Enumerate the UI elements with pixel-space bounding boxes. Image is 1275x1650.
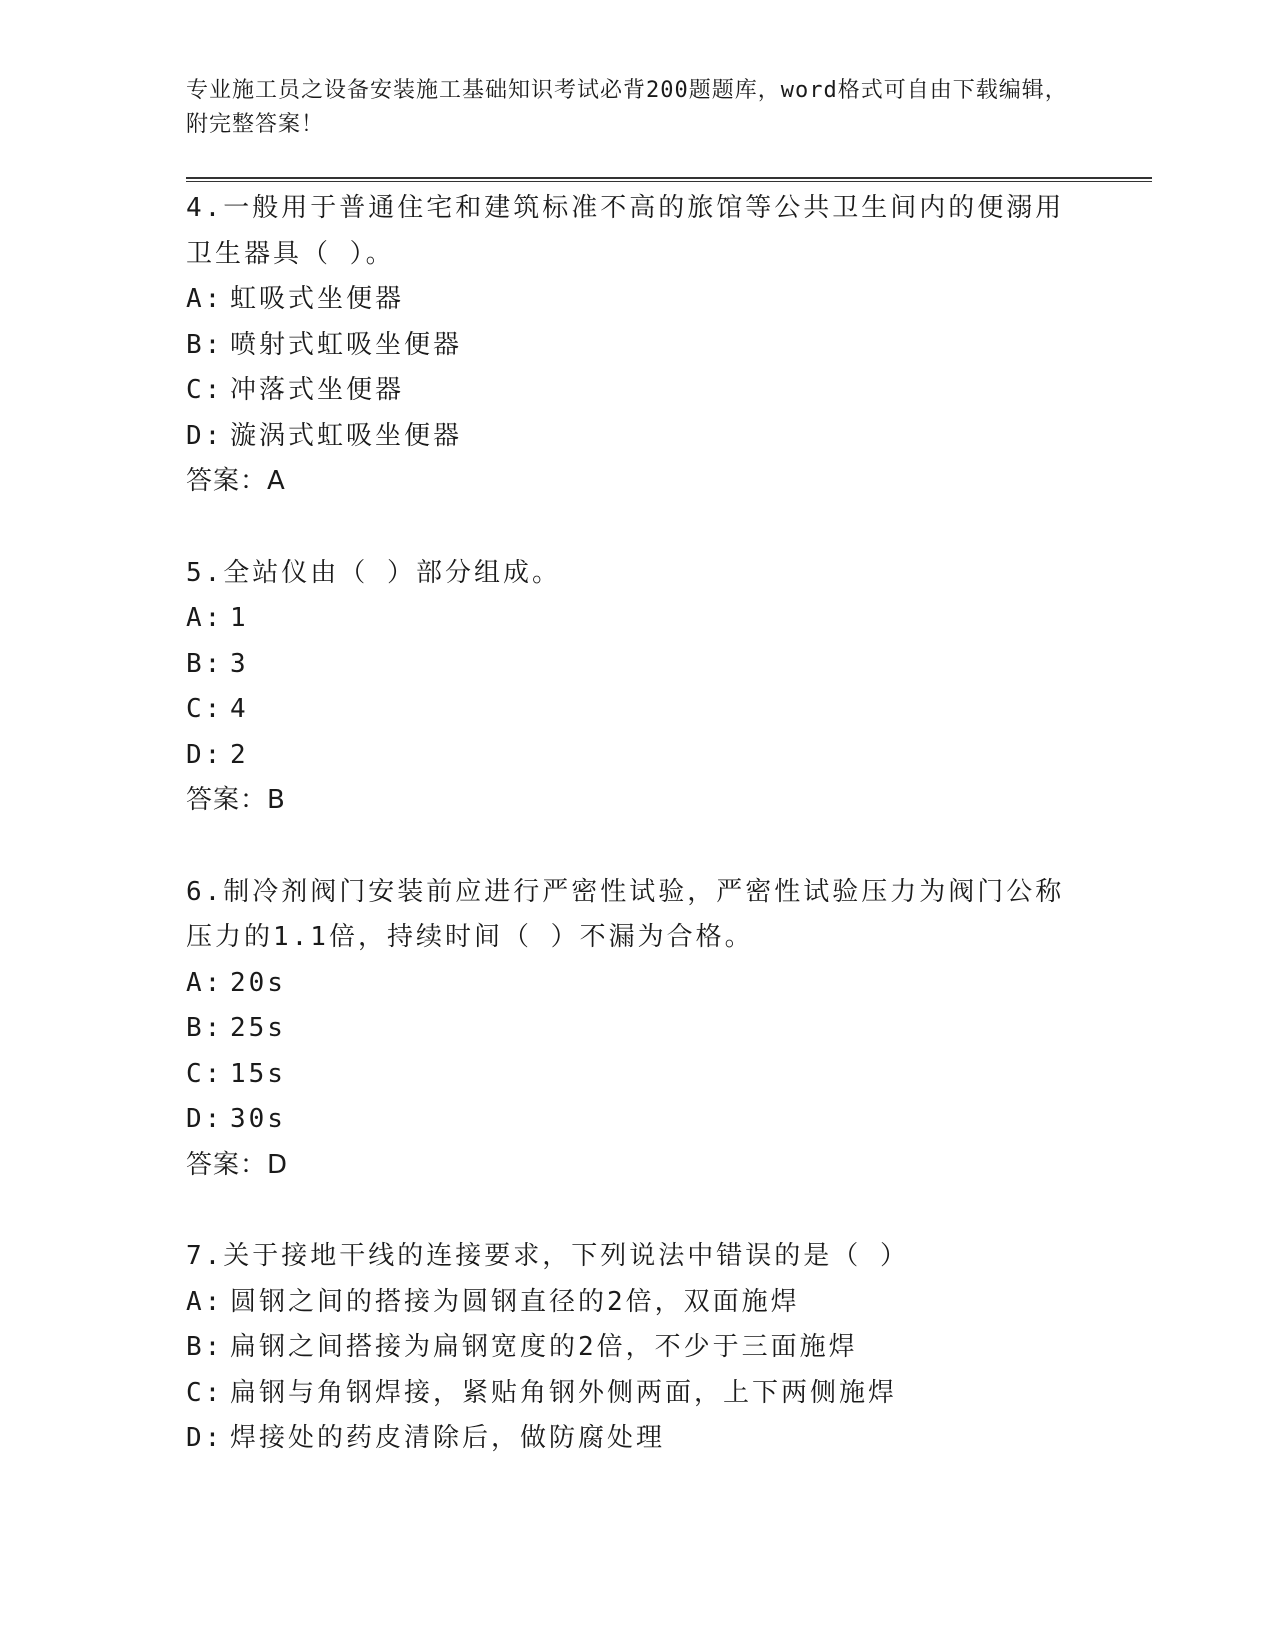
question-list	[186, 186, 1086, 1462]
option-letter: C:	[186, 694, 224, 724]
option-text: 30s	[230, 1104, 286, 1134]
question-spacer	[186, 824, 1086, 870]
question-stem: 7.关于接地干线的连接要求，下列说法中错误的是（ ）	[186, 1241, 909, 1271]
option-text: 漩涡式虹吸坐便器	[230, 420, 463, 451]
question-6	[186, 870, 1086, 1189]
question-stem: 6.制冷剂阀门安装前应进行严密性试验，严密性试验压力为阀门公称压力的1.1倍，持续时间（ ）不漏为合格。	[186, 876, 1065, 952]
option-text: 扁钢与角钢焊接，紧贴角钢外侧两面，上下两侧施焊	[230, 1377, 898, 1408]
question-4	[186, 186, 1086, 505]
option-b	[186, 1325, 1086, 1371]
question-spacer	[186, 505, 1086, 551]
option-c	[186, 1371, 1086, 1417]
option-c	[186, 1052, 1086, 1098]
option-b	[186, 323, 1086, 369]
option-a	[186, 277, 1086, 323]
option-text: 圆钢之间的搭接为圆钢直径的2倍，双面施焊	[230, 1286, 800, 1317]
option-letter: A:	[186, 1286, 224, 1317]
option-d	[186, 1416, 1086, 1462]
option-letter: A:	[186, 284, 224, 314]
option-d	[186, 733, 1086, 779]
option-letter: B:	[186, 648, 224, 679]
option-letter: B:	[186, 1013, 224, 1043]
question-7	[186, 1234, 1086, 1462]
option-d	[186, 414, 1086, 460]
option-letter: A:	[186, 603, 224, 633]
question-stem: 5.全站仪由（ ）部分组成。	[186, 557, 561, 588]
option-a	[186, 961, 1086, 1007]
header-divider	[186, 177, 1152, 182]
option-a	[186, 1280, 1086, 1326]
option-text: 虹吸式坐便器	[230, 284, 405, 314]
option-text: 1	[230, 603, 249, 633]
option-a	[186, 596, 1086, 642]
answer-line: 答案：D	[186, 1149, 289, 1180]
option-text: 扁钢之间搭接为扁钢宽度的2倍，不少于三面施焊	[230, 1332, 858, 1362]
option-letter: C:	[186, 375, 224, 405]
option-letter: C:	[186, 1377, 224, 1408]
option-b	[186, 1006, 1086, 1052]
option-letter: B:	[186, 329, 224, 360]
option-letter: D:	[186, 1104, 224, 1134]
option-c	[186, 687, 1086, 733]
option-letter: A:	[186, 967, 224, 998]
option-letter: D:	[186, 739, 224, 770]
question-stem: 4.一般用于普通住宅和建筑标准不高的旅馆等公共卫生间内的便溺用卫生器具（ ）。	[186, 193, 1065, 269]
option-letter: D:	[186, 420, 224, 451]
answer-line: 答案：A	[186, 466, 286, 496]
answer-line: 答案：B	[186, 785, 286, 815]
question-spacer	[186, 1188, 1086, 1234]
option-text: 焊接处的药皮清除后，做防腐处理	[230, 1423, 666, 1453]
question-5	[186, 551, 1086, 824]
option-text: 3	[230, 648, 249, 679]
option-c	[186, 368, 1086, 414]
option-text: 25s	[230, 1013, 286, 1043]
option-text: 20s	[230, 967, 286, 998]
option-letter: C:	[186, 1058, 224, 1089]
option-text: 喷射式虹吸坐便器	[230, 329, 463, 360]
option-letter: D:	[186, 1423, 224, 1453]
option-letter: B:	[186, 1332, 224, 1362]
option-text: 2	[230, 739, 249, 770]
option-d	[186, 1097, 1086, 1143]
option-text: 15s	[230, 1058, 286, 1089]
option-text: 冲落式坐便器	[230, 375, 405, 405]
document-header-title: 专业施工员之设备安装施工基础知识考试必背200题题库，word格式可自由下载编辑，附完整答案！	[186, 78, 1068, 137]
option-text: 4	[230, 694, 249, 724]
option-b	[186, 642, 1086, 688]
